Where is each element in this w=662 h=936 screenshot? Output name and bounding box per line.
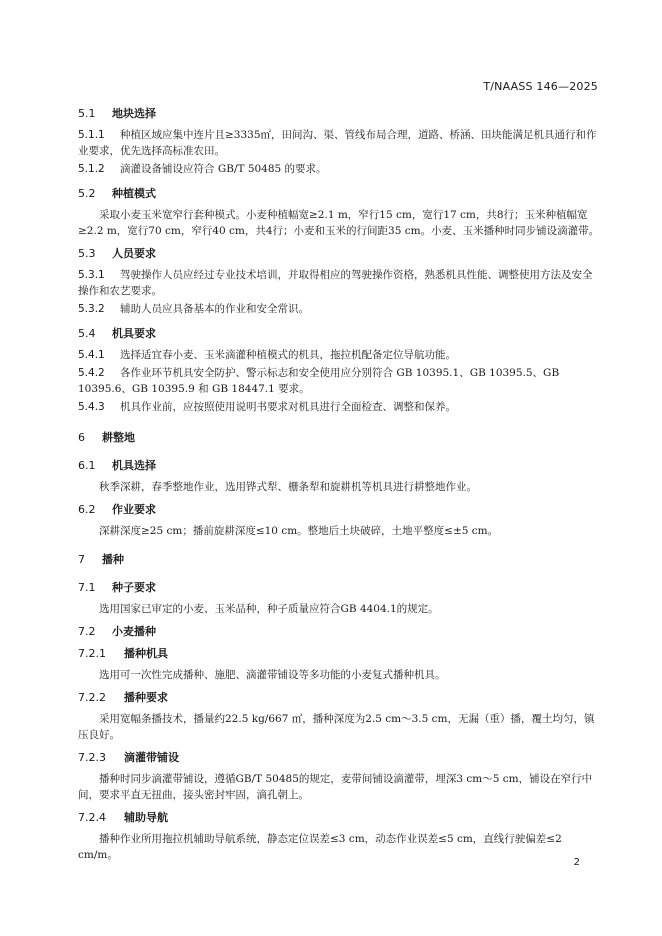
page-number: 2 [573, 857, 580, 868]
section-title: 种植模式 [112, 187, 156, 200]
clause-text: 驾驶操作人员应经过专业技术培训，并取得相应的驾驶操作资格，熟悉机具性能、调整使用方法及安全操作和农艺要求。 [78, 269, 593, 297]
clause-number: 5.3.1 [78, 269, 105, 281]
clause-5-1-2 [78, 161, 600, 177]
clause-text: 滴灌设备铺设应符合 GB/T 50485 的要求。 [120, 163, 327, 175]
paragraph-5-2: 采取小麦玉米宽窄行套种模式。小麦种植幅宽≥2.1 m，窄行15 cm，宽行17 cm，共8行；玉米种植幅宽≥2.2 m，宽行70 cm，窄行40 cm，共4行；小麦和玉米的行间距35 cm。小麦、玉米播种时同步铺设滴灌带。 [78, 209, 600, 237]
paragraph-6-2: 深耕深度≥25 cm；播前旋耕深度≤10 cm。整地后土块破碎，土地平整度≤±5 cm。 [99, 525, 499, 537]
subsection-title: 滴灌带铺设 [124, 751, 179, 764]
subsection-title: 播种机具 [124, 647, 168, 660]
clause-5-1-1 [78, 127, 600, 159]
section-heading-7-2 [78, 623, 600, 639]
section-number: 5.4 [78, 327, 96, 340]
section-title: 种子要求 [112, 581, 156, 594]
clause-text: 辅助人员应具备基本的作业和安全常识。 [120, 303, 309, 315]
clause-number: 5.3.2 [78, 303, 105, 315]
chapter-title: 耕整地 [102, 431, 135, 444]
subsection-heading-7-2-1 [78, 645, 600, 661]
section-number: 7.2 [78, 625, 96, 638]
clause-text: 机具作业前，应按照使用说明书要求对机具进行全面检查、调整和保养。 [120, 401, 456, 413]
section-heading-5-1 [78, 105, 600, 121]
clause-text: 各作业环节机具安全防护、警示标志和安全使用应分别符合 GB 10395.1、GB 10395.5、GB 10395.6、GB 10395.9 和 GB 18447.1 要求。 [78, 367, 560, 395]
subsection-number: 7.2.3 [78, 751, 106, 764]
subsection-number: 7.2.2 [78, 691, 106, 704]
chapter-title: 播种 [102, 553, 124, 566]
section-title: 人员要求 [112, 247, 156, 260]
paragraph-6-1: 秋季深耕，春季整地作业，选用铧式犁、栅条犁和旋耕机等机具进行耕整地作业。 [99, 481, 477, 493]
chapter-heading-7 [78, 551, 600, 567]
paragraph-7-1: 选用国家已审定的小麦、玉米品种，种子质量应符合GB 4404.1的规定。 [99, 603, 439, 615]
section-number: 6.1 [78, 459, 96, 472]
clause-number: 5.1.2 [78, 163, 105, 175]
subsection-number: 7.2.4 [78, 811, 106, 824]
paragraph-7-2-3: 播种时同步滴灌带铺设，遵循GB/T 50485的规定，麦带间铺设滴灌带，埋深3 cm～5 cm，铺设在窄行中间，要求平直无扭曲，接头密封牢固，滴孔朝上。 [78, 773, 593, 801]
clause-number: 5.4.1 [78, 349, 105, 361]
section-number: 5.1 [78, 107, 96, 120]
section-title: 机具要求 [112, 327, 156, 340]
clause-number: 5.1.1 [78, 129, 105, 141]
section-number: 5.2 [78, 187, 96, 200]
section-heading-5-2 [78, 185, 600, 201]
subsection-heading-7-2-4 [78, 809, 600, 825]
clause-number: 5.4.2 [78, 367, 105, 379]
clause-5-4-3 [78, 399, 600, 415]
section-heading-5-4 [78, 325, 600, 341]
chapter-number: 7 [78, 553, 85, 566]
clause-5-3-1 [78, 267, 600, 299]
section-title: 作业要求 [112, 503, 156, 516]
chapter-number: 6 [78, 431, 85, 444]
clause-text: 选择适宜春小麦、玉米滴灌种植模式的机具，拖拉机配备定位导航功能。 [120, 349, 456, 361]
clause-5-3-2 [78, 301, 600, 317]
section-heading-6-1 [78, 457, 600, 473]
section-heading-6-2 [78, 501, 600, 517]
subsection-heading-7-2-2 [78, 689, 600, 705]
section-number: 7.1 [78, 581, 96, 594]
section-title: 地块选择 [112, 107, 156, 120]
section-number: 6.2 [78, 503, 96, 516]
paragraph-7-2-1: 选用可一次性完成播种、施肥、滴灌带铺设等多功能的小麦复式播种机具。 [99, 669, 446, 681]
section-title: 小麦播种 [112, 625, 156, 638]
clause-text: 种植区域应集中连片且≥3335㎡，田间沟、渠、管线布局合理，道路、桥涵、田块能满足机具通行和作业要求，优先选择高标准农田。 [78, 129, 597, 157]
clause-5-4-1 [78, 347, 600, 363]
paragraph-7-2-4: 播种作业所用拖拉机辅助导航系统，静态定位误差≤3 cm，动态作业误差≤5 cm，直线行驶偏差≤2 cm/m。 [78, 833, 562, 861]
paragraph-7-2-2: 采用宽幅条播技术，播量约22.5 kg/667 ㎡，播种深度为2.5 cm～3.5 cm，无漏（重）播，覆土均匀，镇压良好。 [78, 713, 595, 741]
subsection-number: 7.2.1 [78, 647, 106, 660]
document-body [78, 105, 600, 869]
subsection-heading-7-2-3 [78, 749, 600, 765]
subsection-title: 播种要求 [124, 691, 168, 704]
document-id: T/NAASS 146—2025 [483, 80, 598, 93]
section-heading-5-3 [78, 245, 600, 261]
section-title: 机具选择 [112, 459, 156, 472]
clause-5-4-2 [78, 365, 600, 397]
section-number: 5.3 [78, 247, 96, 260]
clause-number: 5.4.3 [78, 401, 105, 413]
section-heading-7-1 [78, 579, 600, 595]
chapter-heading-6 [78, 429, 600, 445]
subsection-title: 辅助导航 [124, 811, 168, 824]
